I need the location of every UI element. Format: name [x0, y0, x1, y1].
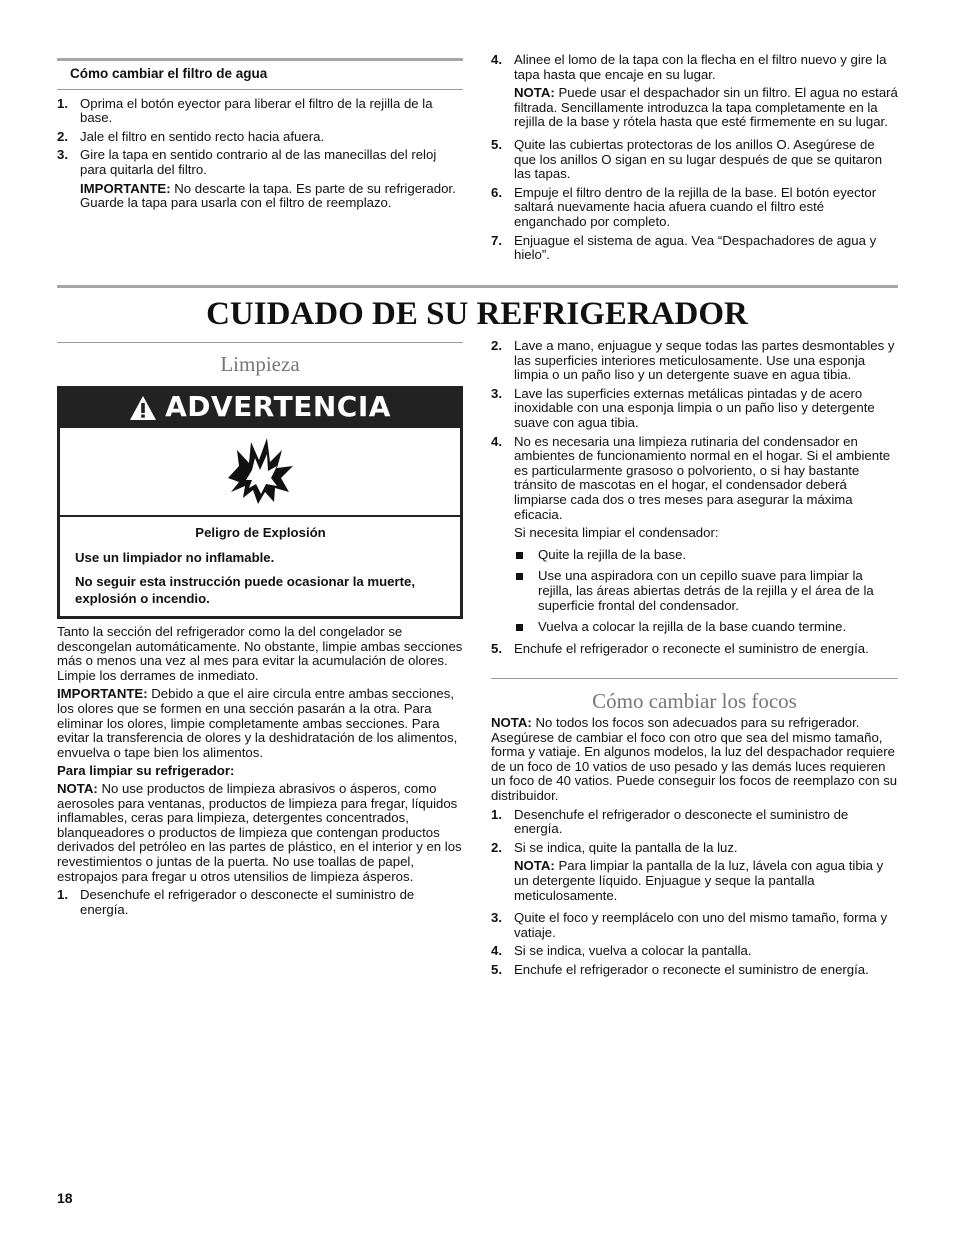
warning-hazard: Peligro de Explosión	[195, 525, 326, 540]
item-number: 2.	[57, 128, 68, 144]
limpieza-body	[57, 625, 463, 921]
item-text: Si se indica, quite la pantalla de la luz.	[514, 839, 738, 855]
item-text: Si se indica, vuelva a colocar la pantalla.	[514, 943, 752, 959]
item-number: 1.	[57, 95, 68, 111]
item-number: 3.	[491, 385, 502, 401]
important-text: Debido a que el aire circula entre ambas secciones, los olores que se formen en una sección pasarán a la otra. Para eliminar los olores, limpie completamente ambas secciones. Para evitar la transferencia de olores y la deshidratación de los alimentos, envuelva o tape bien los alimentos.	[57, 686, 458, 760]
list-item	[491, 841, 898, 856]
item-number: 6.	[491, 184, 502, 200]
explosion-icon	[225, 436, 295, 506]
note	[491, 859, 898, 903]
note-label: NOTA:	[514, 858, 555, 874]
bullet-square-icon	[516, 552, 523, 559]
note-text: Para limpiar la pantalla de la luz, lávela con agua tibia y un detergente líquido. Enjuague y seque la pantalla meticulosamente.	[514, 858, 884, 903]
list-item	[491, 234, 898, 263]
note-text: No todos los focos son adecuados para su refrigerador. Asegúrese de cambiar el foco con otro que sea del mismo tamaño, forma y vatiaje. En algunos modelos, la luz del despachador requiere de un foco de 10 vatios de uso pesado y las demás luces requieren un foco de 40 vatios. Puede conseguir los focos de reemplazo con su distribuidor.	[491, 715, 898, 803]
bullet-text: Use una aspiradora con un cepillo suave para limpiar la rejilla, las áreas abiertas detrás de la rejilla y el área de la superficie frontal del condensador.	[538, 568, 874, 613]
note-label: NOTA:	[57, 780, 98, 796]
focos-rule	[491, 678, 898, 679]
item-text: Lave a mano, enjuague y seque todas las partes desmontables y las superficies interiores meticulosamente. Use una esponja limpia o un paño liso y un detergente suave en agua tibia.	[514, 338, 895, 383]
list-item	[491, 944, 898, 959]
note	[57, 782, 463, 884]
list-item	[491, 808, 898, 837]
bullet-square-icon	[516, 573, 523, 580]
list-item	[57, 148, 463, 177]
condenser-intro: Si necesita limpiar el condensador:	[514, 525, 719, 541]
list-item	[491, 911, 898, 940]
warning-text-area	[60, 517, 460, 607]
item-text: Enchufe el refrigerador o reconecte el suministro de energía.	[514, 640, 869, 656]
item-text: Enchufe el refrigerador o reconecte el suministro de energía.	[514, 961, 869, 977]
focos-heading: Cómo cambiar los focos	[592, 689, 797, 713]
item-text: Desenchufe el refrigerador o desconecte el suministro de energía.	[80, 887, 415, 917]
list-item	[57, 97, 463, 126]
list-item	[491, 53, 898, 82]
item-text: Quite el foco y reemplácelo con uno del mismo tamaño, forma y vatiaje.	[514, 910, 888, 940]
section-rule	[57, 285, 898, 288]
list-item	[491, 387, 898, 431]
limpieza-rule	[57, 342, 463, 343]
item-text: Alinee el lomo de la tapa con la flecha en el filtro nuevo y gire la tapa hasta que encaje en su lugar.	[514, 52, 887, 82]
bullet-text: Quite la rejilla de la base.	[538, 546, 687, 562]
list-item	[57, 888, 463, 917]
item-text: Quite las cubiertas protectoras de los anillos O. Asegúrese de que los anillos O sigan en su lugar después de que se quitaron las tapas.	[514, 136, 883, 182]
bullet-item	[491, 620, 898, 635]
bullet-text: Vuelva a colocar la rejilla de la base cuando termine.	[538, 619, 847, 635]
important-note	[57, 687, 463, 760]
item-number: 7.	[491, 232, 502, 248]
bullet-item	[491, 569, 898, 613]
note-text: No use productos de limpieza abrasivos o ásperos, como aerosoles para ventanas, productos de limpieza para fregar, líquidos inflamables, ceras para limpieza, detergentes concentrados, blanqueadores o productos de limpieza que contengan productos derivados del petróleo en las partes de plástico, en el interior y en los revestimientos o juntas de la puerta. No use toallas de papel, estropajos para fregar u otros utensilios de limpieza ásperos.	[57, 780, 462, 884]
warning-header	[60, 389, 460, 426]
top-left-rule	[57, 58, 463, 61]
important-label: IMPORTANTE:	[80, 180, 171, 196]
list-item	[491, 435, 898, 523]
bullet-item	[491, 548, 898, 563]
important-text: No descarte la tapa. Es parte de su refrigerador. Guarde la tapa para usarla con el filtro de reemplazo.	[80, 180, 456, 211]
warning-icon-area	[60, 426, 460, 517]
warning-line1: Use un limpiador no inflamable.	[75, 549, 275, 565]
paragraph: Tanto la sección del refrigerador como la del congelador se descongelan automáticamente. No obstante, limpie ambas secciones más o menos una vez al mes para evitar la acumulación de olores. Limpie los derrames de inmediato.	[57, 624, 463, 683]
warning-title: ADVERTENCIA	[165, 390, 391, 424]
bullet-square-icon	[516, 624, 523, 631]
item-number: 5.	[491, 961, 502, 977]
filter-heading: Cómo cambiar el filtro de agua	[70, 66, 268, 81]
page-number: 18	[57, 1190, 73, 1206]
note	[491, 86, 898, 130]
right-clean-column	[491, 339, 898, 660]
warning-box	[57, 386, 463, 619]
important-note	[57, 182, 463, 211]
warning-line2: No seguir esta instrucción puede ocasionar la muerte, explosión o incendio.	[75, 574, 416, 606]
focos-body	[491, 716, 898, 982]
item-number: 5.	[491, 136, 502, 152]
item-number: 4.	[491, 943, 502, 959]
item-number: 5.	[491, 640, 502, 656]
item-number: 2.	[491, 338, 502, 353]
item-number: 1.	[57, 887, 68, 903]
item-number: 3.	[57, 147, 68, 163]
list-item	[491, 339, 898, 383]
item-text: Gire la tapa en sentido contrario al de las manecillas del reloj para quitarla del filtro.	[80, 147, 437, 177]
item-number: 4.	[491, 433, 502, 449]
item-text: Enjuague el sistema de agua. Vea “Despachadores de agua y hielo”.	[514, 232, 877, 263]
item-number: 1.	[491, 806, 502, 822]
note-label: NOTA:	[491, 715, 532, 730]
important-label: IMPORTANTE:	[57, 686, 148, 702]
list-item	[57, 130, 463, 145]
top-right-column	[491, 53, 898, 267]
item-text: Jale el filtro en sentido recto hacia afuera.	[80, 128, 325, 144]
list-item	[491, 186, 898, 230]
item-text: Empuje el filtro dentro de la rejilla de la base. El botón eyector saltará nuevamente hacia afuera cuando el filtro esté enganchado por completo.	[514, 184, 877, 229]
list-item	[491, 963, 898, 978]
item-number: 4.	[491, 52, 502, 67]
note-label: NOTA:	[514, 85, 555, 101]
item-text: Oprima el botón eyector para liberar el filtro de la rejilla de la base.	[80, 95, 433, 126]
warning-triangle-icon	[129, 395, 157, 421]
item-text: Desenchufe el refrigerador o desconecte el suministro de energía.	[514, 806, 849, 837]
top-left-column	[57, 67, 463, 215]
note-text: Puede usar el despachador sin un filtro. El agua no estará filtrada. Sencillamente introduzca la tapa completamente en la rejilla de la base y rótela hasta que esté firmemente en su lugar.	[514, 85, 898, 130]
note	[491, 716, 898, 804]
list-item	[491, 642, 898, 657]
list-item	[491, 138, 898, 182]
item-text: Lave las superficies externas metálicas pintadas y de acero inoxidable con una esponja limpia o un paño liso y detergente suave con agua tibia.	[514, 385, 875, 430]
item-number: 2.	[491, 839, 502, 855]
page-title: CUIDADO DE SU REFRIGERADOR	[206, 296, 748, 332]
limpieza-heading: Limpieza	[220, 352, 300, 376]
item-number: 3.	[491, 910, 502, 926]
clean-subheading: Para limpiar su refrigerador:	[57, 763, 235, 779]
item-text: No es necesaria una limpieza rutinaria del condensador en ambientes de funcionamiento normal en el hogar. Si el ambiente es particularmente grasoso o polvoriento, o si hay bastante tránsito de mascotas en el hogar, el condensador deberá limpiarse cada dos o tres meses para asegurar la máxima eficacia.	[514, 433, 891, 522]
